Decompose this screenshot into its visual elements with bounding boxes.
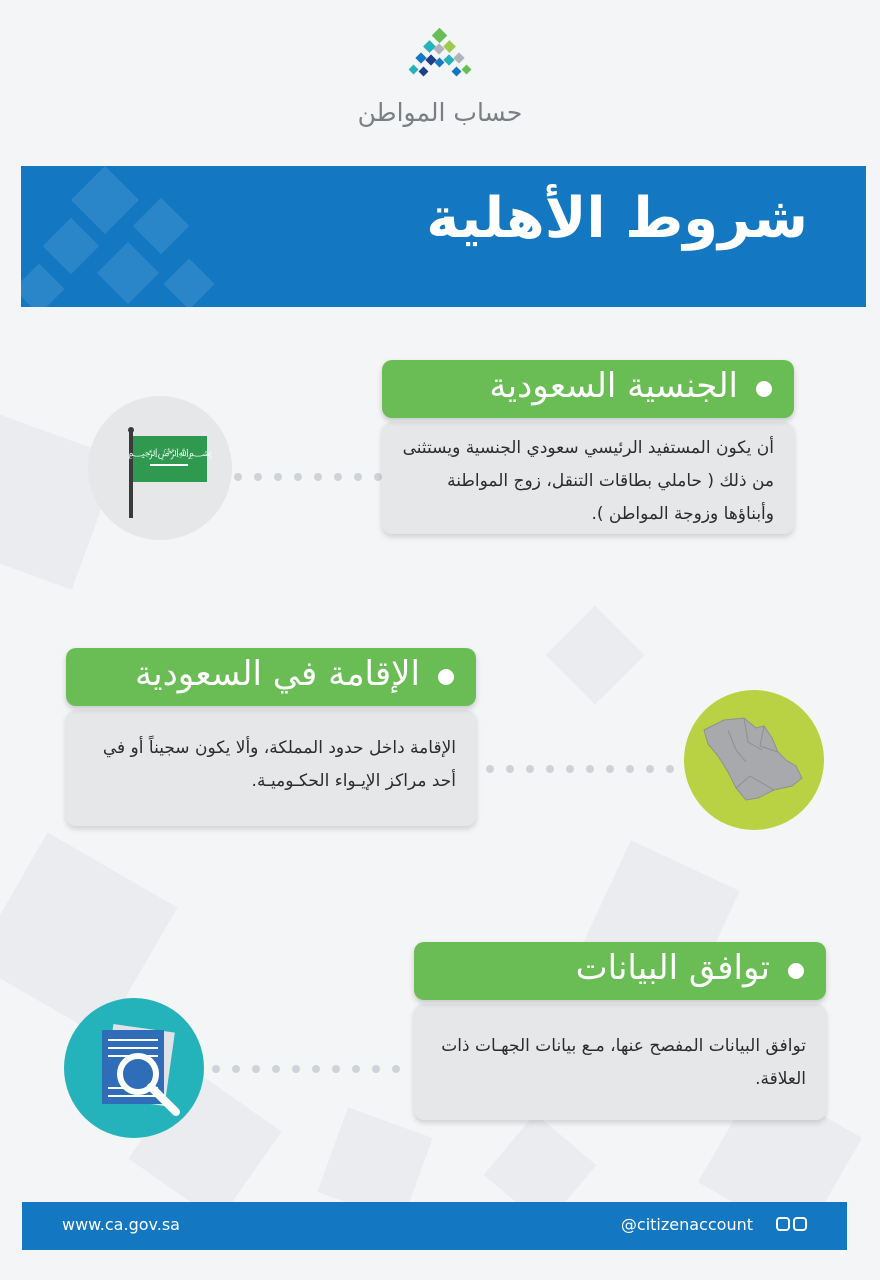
- document-magnifier-icon: [64, 998, 204, 1138]
- footer-bar: [22, 1202, 847, 1250]
- youtube-icon[interactable]: [793, 1217, 807, 1231]
- website-link[interactable]: www.ca.gov.sa: [62, 1215, 180, 1234]
- data-heading: توافق البيانات: [575, 948, 770, 988]
- page-title: شروط الأهلية: [426, 186, 808, 251]
- logo-text: حساب المواطن: [357, 98, 523, 127]
- section-heading-residence: [66, 648, 476, 706]
- nationality-description: أن يكون المستفيد الرئيسي سعودي الجنسية ويستثنى من ذلك ( حاملي بطاقات التنقل، زوج المواطنة وأبناؤها وزوجة المواطن ).: [402, 438, 774, 524]
- svg-text:﷽: ﷽: [127, 446, 213, 459]
- data-description: توافق البيانات المفصح عنها، مـع بيانات الجهـات ذات العلاقة.: [441, 1036, 806, 1089]
- connector-dots-3: [212, 1064, 400, 1074]
- section-body-data: [414, 1004, 826, 1120]
- section-heading-nationality: [382, 360, 794, 418]
- saudi-map-icon: [684, 690, 824, 830]
- social-icons: [776, 1217, 807, 1231]
- documents-circle: [64, 998, 204, 1138]
- bullet-icon: [438, 669, 454, 685]
- twitter-icon[interactable]: [776, 1217, 790, 1231]
- residence-heading: الإقامة في السعودية: [134, 654, 420, 694]
- social-handle[interactable]: @citizenaccount: [620, 1215, 753, 1234]
- flag-circle: [88, 396, 232, 540]
- banner-pattern: [21, 166, 281, 307]
- bullet-icon: [756, 381, 772, 397]
- nationality-heading: الجنسية السعودية: [489, 366, 738, 406]
- citizen-account-logo: [340, 28, 540, 138]
- section-body-residence: [66, 710, 476, 826]
- map-circle: [684, 690, 824, 830]
- saudi-flag-icon: [88, 396, 232, 540]
- section-heading-data: [414, 942, 826, 1000]
- title-banner: [21, 166, 866, 307]
- section-body-nationality: [382, 422, 794, 534]
- residence-description: الإقامة داخل حدود المملكة، وألا يكون سجيناً أو في أحد مراكز الإيـواء الحكـوميـة.: [102, 738, 456, 791]
- logo-mark-icon: [405, 28, 475, 90]
- bullet-icon: [788, 963, 804, 979]
